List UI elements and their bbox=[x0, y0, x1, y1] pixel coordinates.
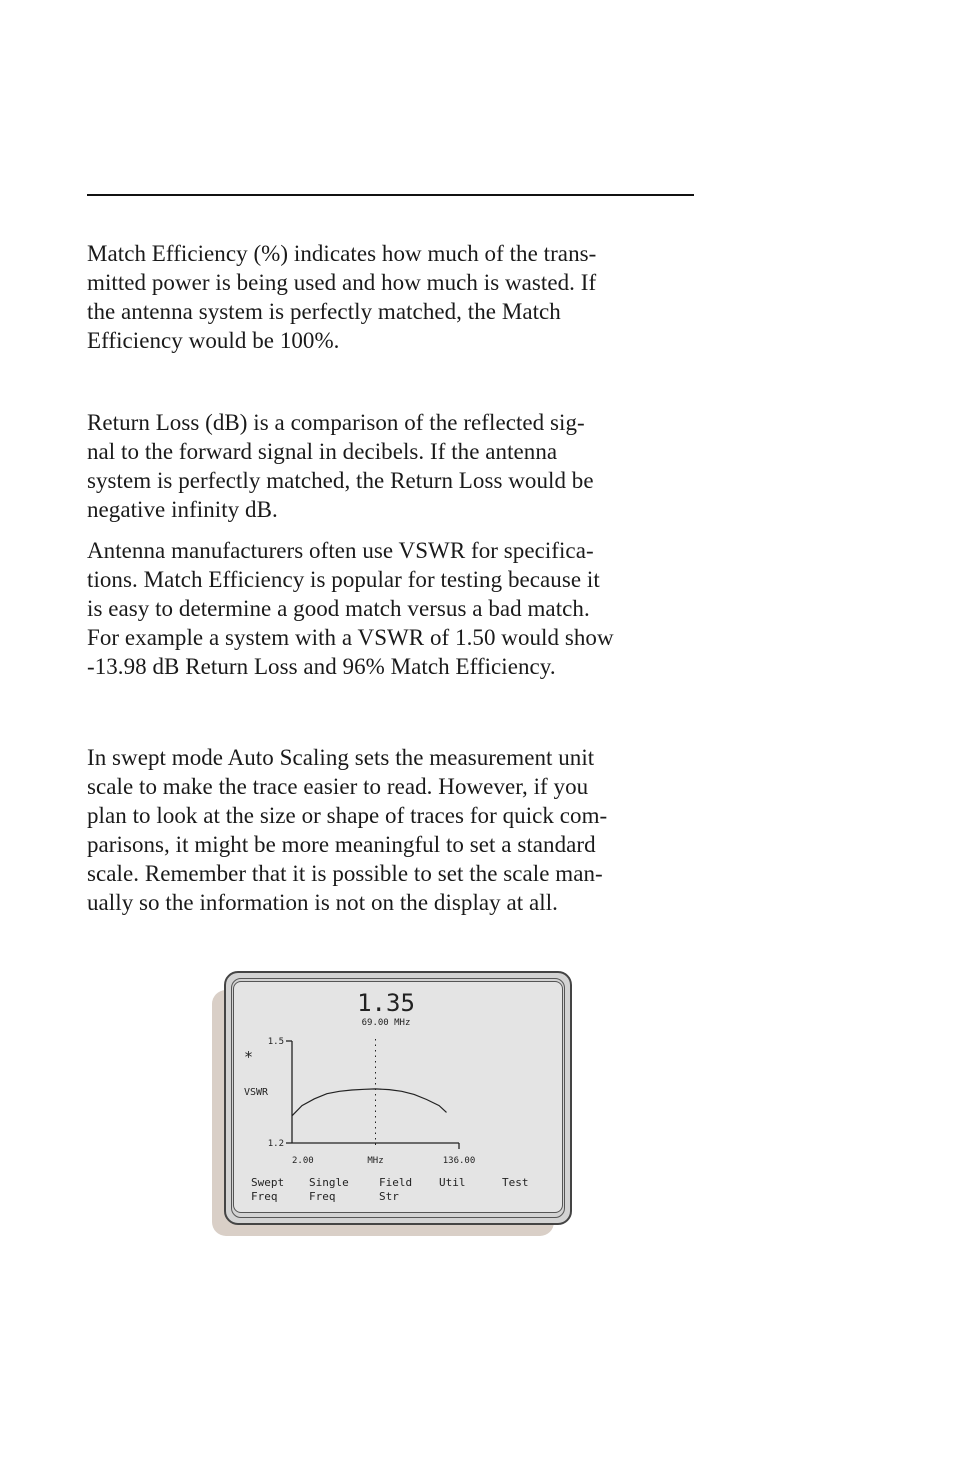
y-axis-label: VSWR bbox=[244, 1087, 269, 1098]
y-tick-label-bottom: 1.2 bbox=[267, 1139, 284, 1149]
softkey-label: Test bbox=[502, 1176, 529, 1189]
vswr-trace bbox=[292, 1089, 447, 1116]
y-tick-label-top: 1.5 bbox=[267, 1037, 284, 1047]
x-axis-label: MHz bbox=[367, 1156, 384, 1166]
softkey-swept-freq[interactable] bbox=[251, 1176, 284, 1203]
paragraph-auto-scaling: In swept mode Auto Scaling sets the measurement unit scale to make the trace easier to read. However, if you plan to look at the size or shape of traces for quick com- parisons, it might be more meaningful to set a standard scale. Remember that it is possible to set the scale man- ually so the information is not on the display at all. bbox=[87, 745, 608, 915]
x-tick-label-end: 136.00 bbox=[442, 1156, 476, 1166]
vswr-reading: 1.35 bbox=[357, 989, 415, 1017]
softkey-label: Swept bbox=[251, 1176, 285, 1189]
softkey-util[interactable] bbox=[439, 1176, 466, 1189]
softkey-label: Freq bbox=[251, 1190, 278, 1203]
softkey-field-str[interactable] bbox=[379, 1176, 412, 1203]
softkey-label: Util bbox=[439, 1176, 466, 1189]
softkey-test[interactable] bbox=[502, 1176, 529, 1189]
header-rule bbox=[87, 194, 694, 196]
paragraph-return-loss: Return Loss (dB) is a comparison of the reflected sig- nal to the forward signal in decibels. If the antenna system is perfectly matched, the Return Loss would be negative infinity dB. bbox=[87, 410, 594, 522]
reading-frequency: 69.00 MHz bbox=[361, 1018, 411, 1028]
analyzer-screen bbox=[233, 981, 563, 1213]
softkey-label: Single bbox=[309, 1176, 349, 1189]
x-tick-label-start: 2.00 bbox=[292, 1156, 314, 1166]
marker-asterisk: * bbox=[244, 1048, 254, 1066]
vswr-chart bbox=[234, 982, 563, 1213]
paragraph-vswr-specifications: Antenna manufacturers often use VSWR for specifica- tions. Match Efficiency is popular for testing because it is easy to determine a good match versus a bad match. For example a system with a VSWR of 1.50 would show -13.98 dB Return Loss and 96% Match Efficiency. bbox=[87, 538, 614, 679]
softkey-label: Str bbox=[379, 1190, 399, 1203]
softkey-label: Field bbox=[379, 1176, 413, 1189]
paragraph-match-efficiency: Match Efficiency (%) indicates how much of the trans- mitted power is being used and how much is wasted. If the antenna system is perfectly matched, the Match Efficiency would be 100%. bbox=[87, 241, 597, 353]
softkey-label: Freq bbox=[309, 1190, 336, 1203]
softkey-single-freq[interactable] bbox=[309, 1176, 349, 1203]
